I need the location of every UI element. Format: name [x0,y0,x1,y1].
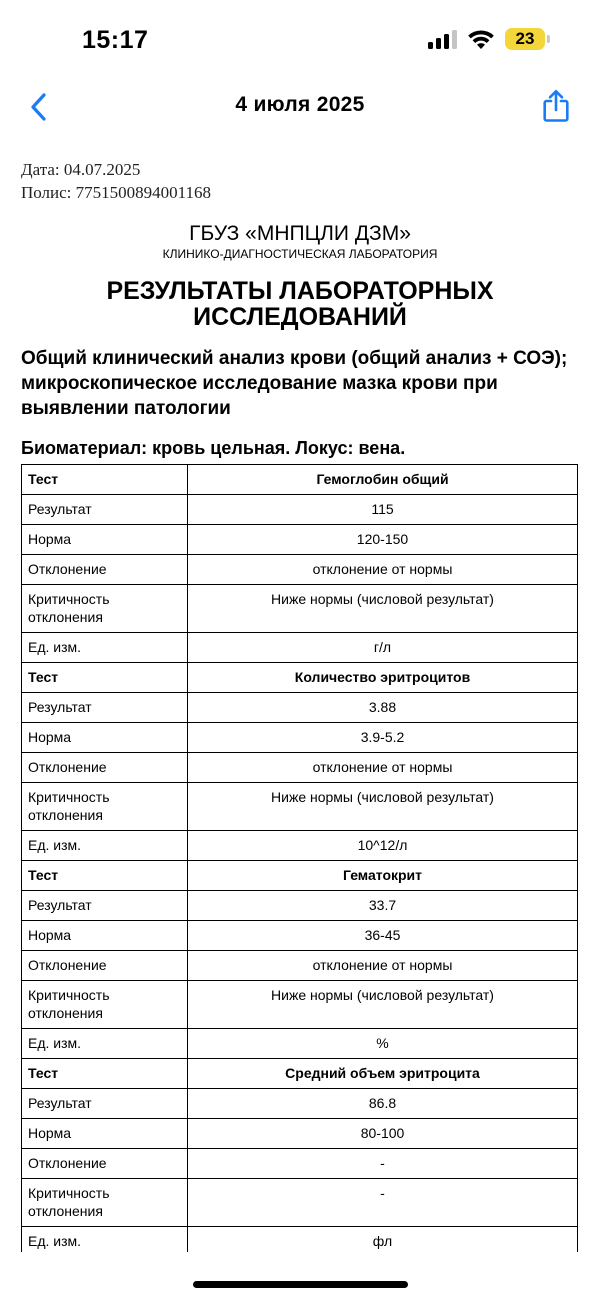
row-label-units: Ед. изм. [22,1029,188,1059]
row-value-result: 33.7 [188,891,578,921]
row-label-deviation: Отклонение [22,555,188,585]
row-value-deviation: отклонение от нормы [188,753,578,783]
table-row-deviation [22,753,578,783]
document-title-line-1: РЕЗУЛЬТАТЫ ЛАБОРАТОРНЫХ [106,277,494,305]
row-value-result: 115 [188,495,578,525]
row-value-criticality: - [188,1179,578,1227]
row-label-units: Ед. изм. [22,1227,188,1253]
row-label-norm: Норма [22,723,188,753]
row-label-test-name: Тест [22,663,188,693]
row-value-units: % [188,1029,578,1059]
status-bar [0,0,600,80]
row-value-norm: 80-100 [188,1119,578,1149]
table-row-units [22,1029,578,1059]
row-label-result: Результат [22,495,188,525]
table-row-criticality [22,585,578,633]
organization-name: ГБУЗ «МНПЦЛИ ДЗМ» [189,222,411,245]
row-label-result: Результат [22,693,188,723]
table-row-units [22,1227,578,1253]
status-indicators [428,28,550,50]
table-row-deviation [22,1149,578,1179]
row-label-units: Ед. изм. [22,831,188,861]
biomaterial-info: Биоматериал: кровь цельная. Локус: вена. [21,438,406,458]
row-value-deviation: отклонение от нормы [188,951,578,981]
row-label-test-name: Тест [22,1059,188,1089]
table-row-result [22,495,578,525]
table-row-norm [22,723,578,753]
table-row-test-name [22,663,578,693]
row-label-criticality: Критичность отклонения [22,783,188,831]
row-value-units: г/л [188,633,578,663]
row-value-deviation: отклонение от нормы [188,555,578,585]
battery-tip [547,35,550,43]
row-value-result: 3.88 [188,693,578,723]
table-row-test-name [22,1059,578,1089]
analysis-title: Общий клинический анализ крови (общий анализ + СОЭ); микроскопическое исследование мазка крови при выявлении патологии [21,348,568,419]
row-value-units: 10^12/л [188,831,578,861]
row-label-criticality: Критичность отклонения [22,585,188,633]
table-row-criticality [22,981,578,1029]
document-viewer[interactable] [21,158,579,1252]
battery-level: 23 [505,28,545,50]
table-row-test-name [22,861,578,891]
document-date: Дата: 04.07.2025 [21,160,141,179]
row-value-test-name: Количество эритроцитов [188,663,578,693]
row-value-test-name: Гематокрит [188,861,578,891]
row-label-test-name: Тест [22,465,188,495]
table-row-result [22,891,578,921]
table-row-result [22,693,578,723]
row-label-norm: Норма [22,1119,188,1149]
row-label-criticality: Критичность отклонения [22,1179,188,1227]
row-value-criticality: Ниже нормы (числовой результат) [188,783,578,831]
home-indicator[interactable] [193,1281,408,1288]
table-row-norm [22,1119,578,1149]
insurance-policy: Полис: 7751500894001168 [21,183,212,202]
row-label-test-name: Тест [22,861,188,891]
row-value-norm: 120-150 [188,525,578,555]
page-title: 4 июля 2025 [235,93,365,116]
row-value-units: фл [188,1227,578,1253]
results-table [21,464,578,1252]
row-label-norm: Норма [22,921,188,951]
table-row-units [22,633,578,663]
row-value-criticality: Ниже нормы (числовой результат) [188,585,578,633]
row-value-result: 86.8 [188,1089,578,1119]
battery-indicator [505,28,550,50]
row-label-units: Ед. изм. [22,633,188,663]
row-label-deviation: Отклонение [22,753,188,783]
cellular-signal-icon [428,29,457,49]
document-title [21,278,579,330]
table-row-criticality [22,783,578,831]
table-row-deviation [22,951,578,981]
organization-subtitle: КЛИНИКО-ДИАГНОСТИЧЕСКАЯ ЛАБОРАТОРИЯ [162,247,438,261]
row-label-deviation: Отклонение [22,1149,188,1179]
table-row-norm [22,921,578,951]
row-value-criticality: Ниже нормы (числовой результат) [188,981,578,1029]
wifi-icon [467,29,495,50]
navigation-bar [0,82,600,132]
table-row-result [22,1089,578,1119]
table-row-test-name [22,465,578,495]
status-time: 15:17 [82,26,149,54]
row-label-result: Результат [22,891,188,921]
row-value-norm: 36-45 [188,921,578,951]
row-value-norm: 3.9-5.2 [188,723,578,753]
row-value-test-name: Средний объем эритроцита [188,1059,578,1089]
share-button[interactable] [536,84,576,128]
share-icon [542,89,570,123]
table-row-units [22,831,578,861]
row-label-norm: Норма [22,525,188,555]
row-label-criticality: Критичность отклонения [22,981,188,1029]
row-value-deviation: - [188,1149,578,1179]
table-row-deviation [22,555,578,585]
row-value-test-name: Гемоглобин общий [188,465,578,495]
row-label-deviation: Отклонение [22,951,188,981]
row-label-result: Результат [22,1089,188,1119]
table-row-norm [22,525,578,555]
document-title-line-2: ИССЛЕДОВАНИЙ [193,303,407,331]
table-row-criticality [22,1179,578,1227]
